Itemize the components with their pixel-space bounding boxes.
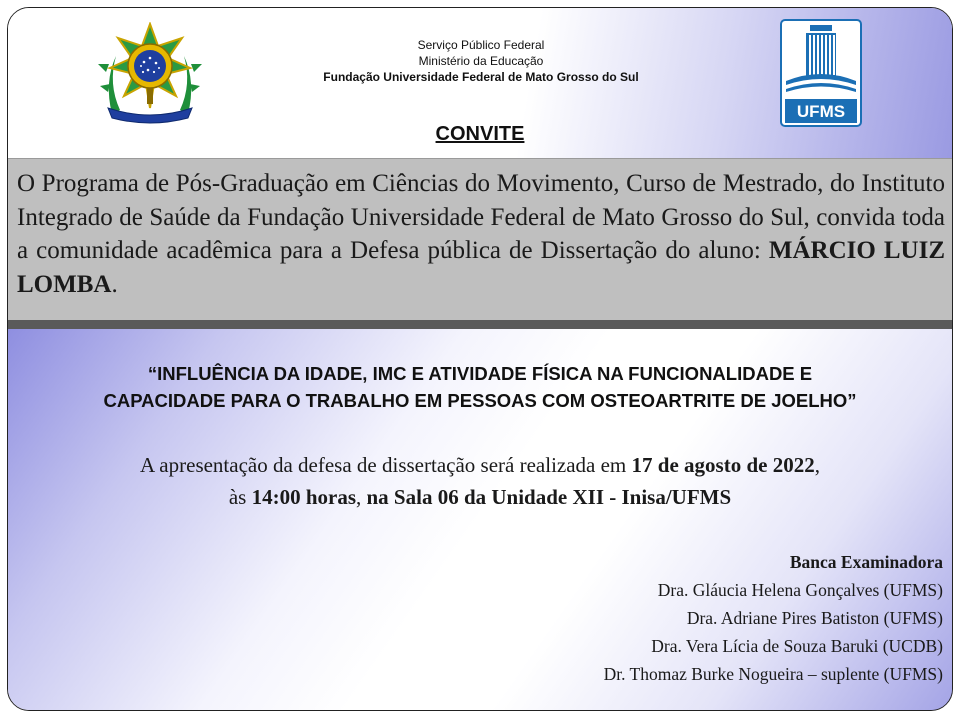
invitation-slide [7,7,953,711]
intro-paragraph [17,167,945,301]
student-name: MÁRCIO LUIZ LOMBA [17,237,945,298]
presentation-line-1 [8,449,952,481]
presentation-text-1: A apresentação da defesa de dissertação será realizada em [140,453,632,477]
board-member: Dra. Vera Lícia de Souza Baruki (UCDB) [651,636,943,656]
thesis-title [8,360,952,414]
intro-box [8,158,952,321]
intro-text: O Programa de Pós-Graduação em Ciências do Movimento, Curso de Mestrado, do Instituto Integrado de Saúde da Fundação Universidade Federal de Mato Grosso do Sul, convida toda a comunidade acadêmica para a Defesa pública de Dissertação do aluno: [17,170,945,264]
header-line-university: Fundação Universidade Federal de Mato Grosso do Sul [323,70,639,84]
invite-heading: CONVITE [435,123,525,145]
thesis-title-line-1: “INFLUÊNCIA DA IDADE, IMC E ATIVIDADE FÍSICA NA FUNCIONALIDADE E [147,363,813,384]
ufms-logo-icon [780,19,862,127]
intro-end: . [111,270,118,298]
ufms-logo-text: UFMS [796,102,846,121]
presentation-text-3: às [228,485,252,509]
presentation-text-4: , [356,485,367,509]
presentation-text-2: , [814,453,820,477]
board-member: Dr. Thomaz Burke Nogueira – suplente (UFMS) [603,664,943,684]
header-line-public-service: Serviço Público Federal [417,38,545,52]
presentation-line-2 [8,481,952,513]
divider-band [8,320,952,329]
board-member: Dra. Gláucia Helena Gonçalves (UFMS) [657,580,943,600]
thesis-title-line-2: CAPACIDADE PARA O TRABALHO EM PESSOAS COM OSTEOARTRITE DE JOELHO” [103,390,857,411]
brazil-coat-of-arms-icon [98,22,202,126]
examining-board [343,548,943,688]
board-member: Dra. Adriane Pires Batiston (UFMS) [686,608,943,628]
presentation-info [8,449,952,513]
presentation-time: 14:00 horas [251,485,356,509]
presentation-date: 17 de agosto de 2022 [631,453,815,477]
presentation-location: na Sala 06 da Unidade XII - Inisa/UFMS [366,485,732,509]
board-title: Banca Examinadora [789,552,943,572]
institution-header [248,37,714,85]
header-line-ministry: Ministério da Educação [418,54,544,68]
